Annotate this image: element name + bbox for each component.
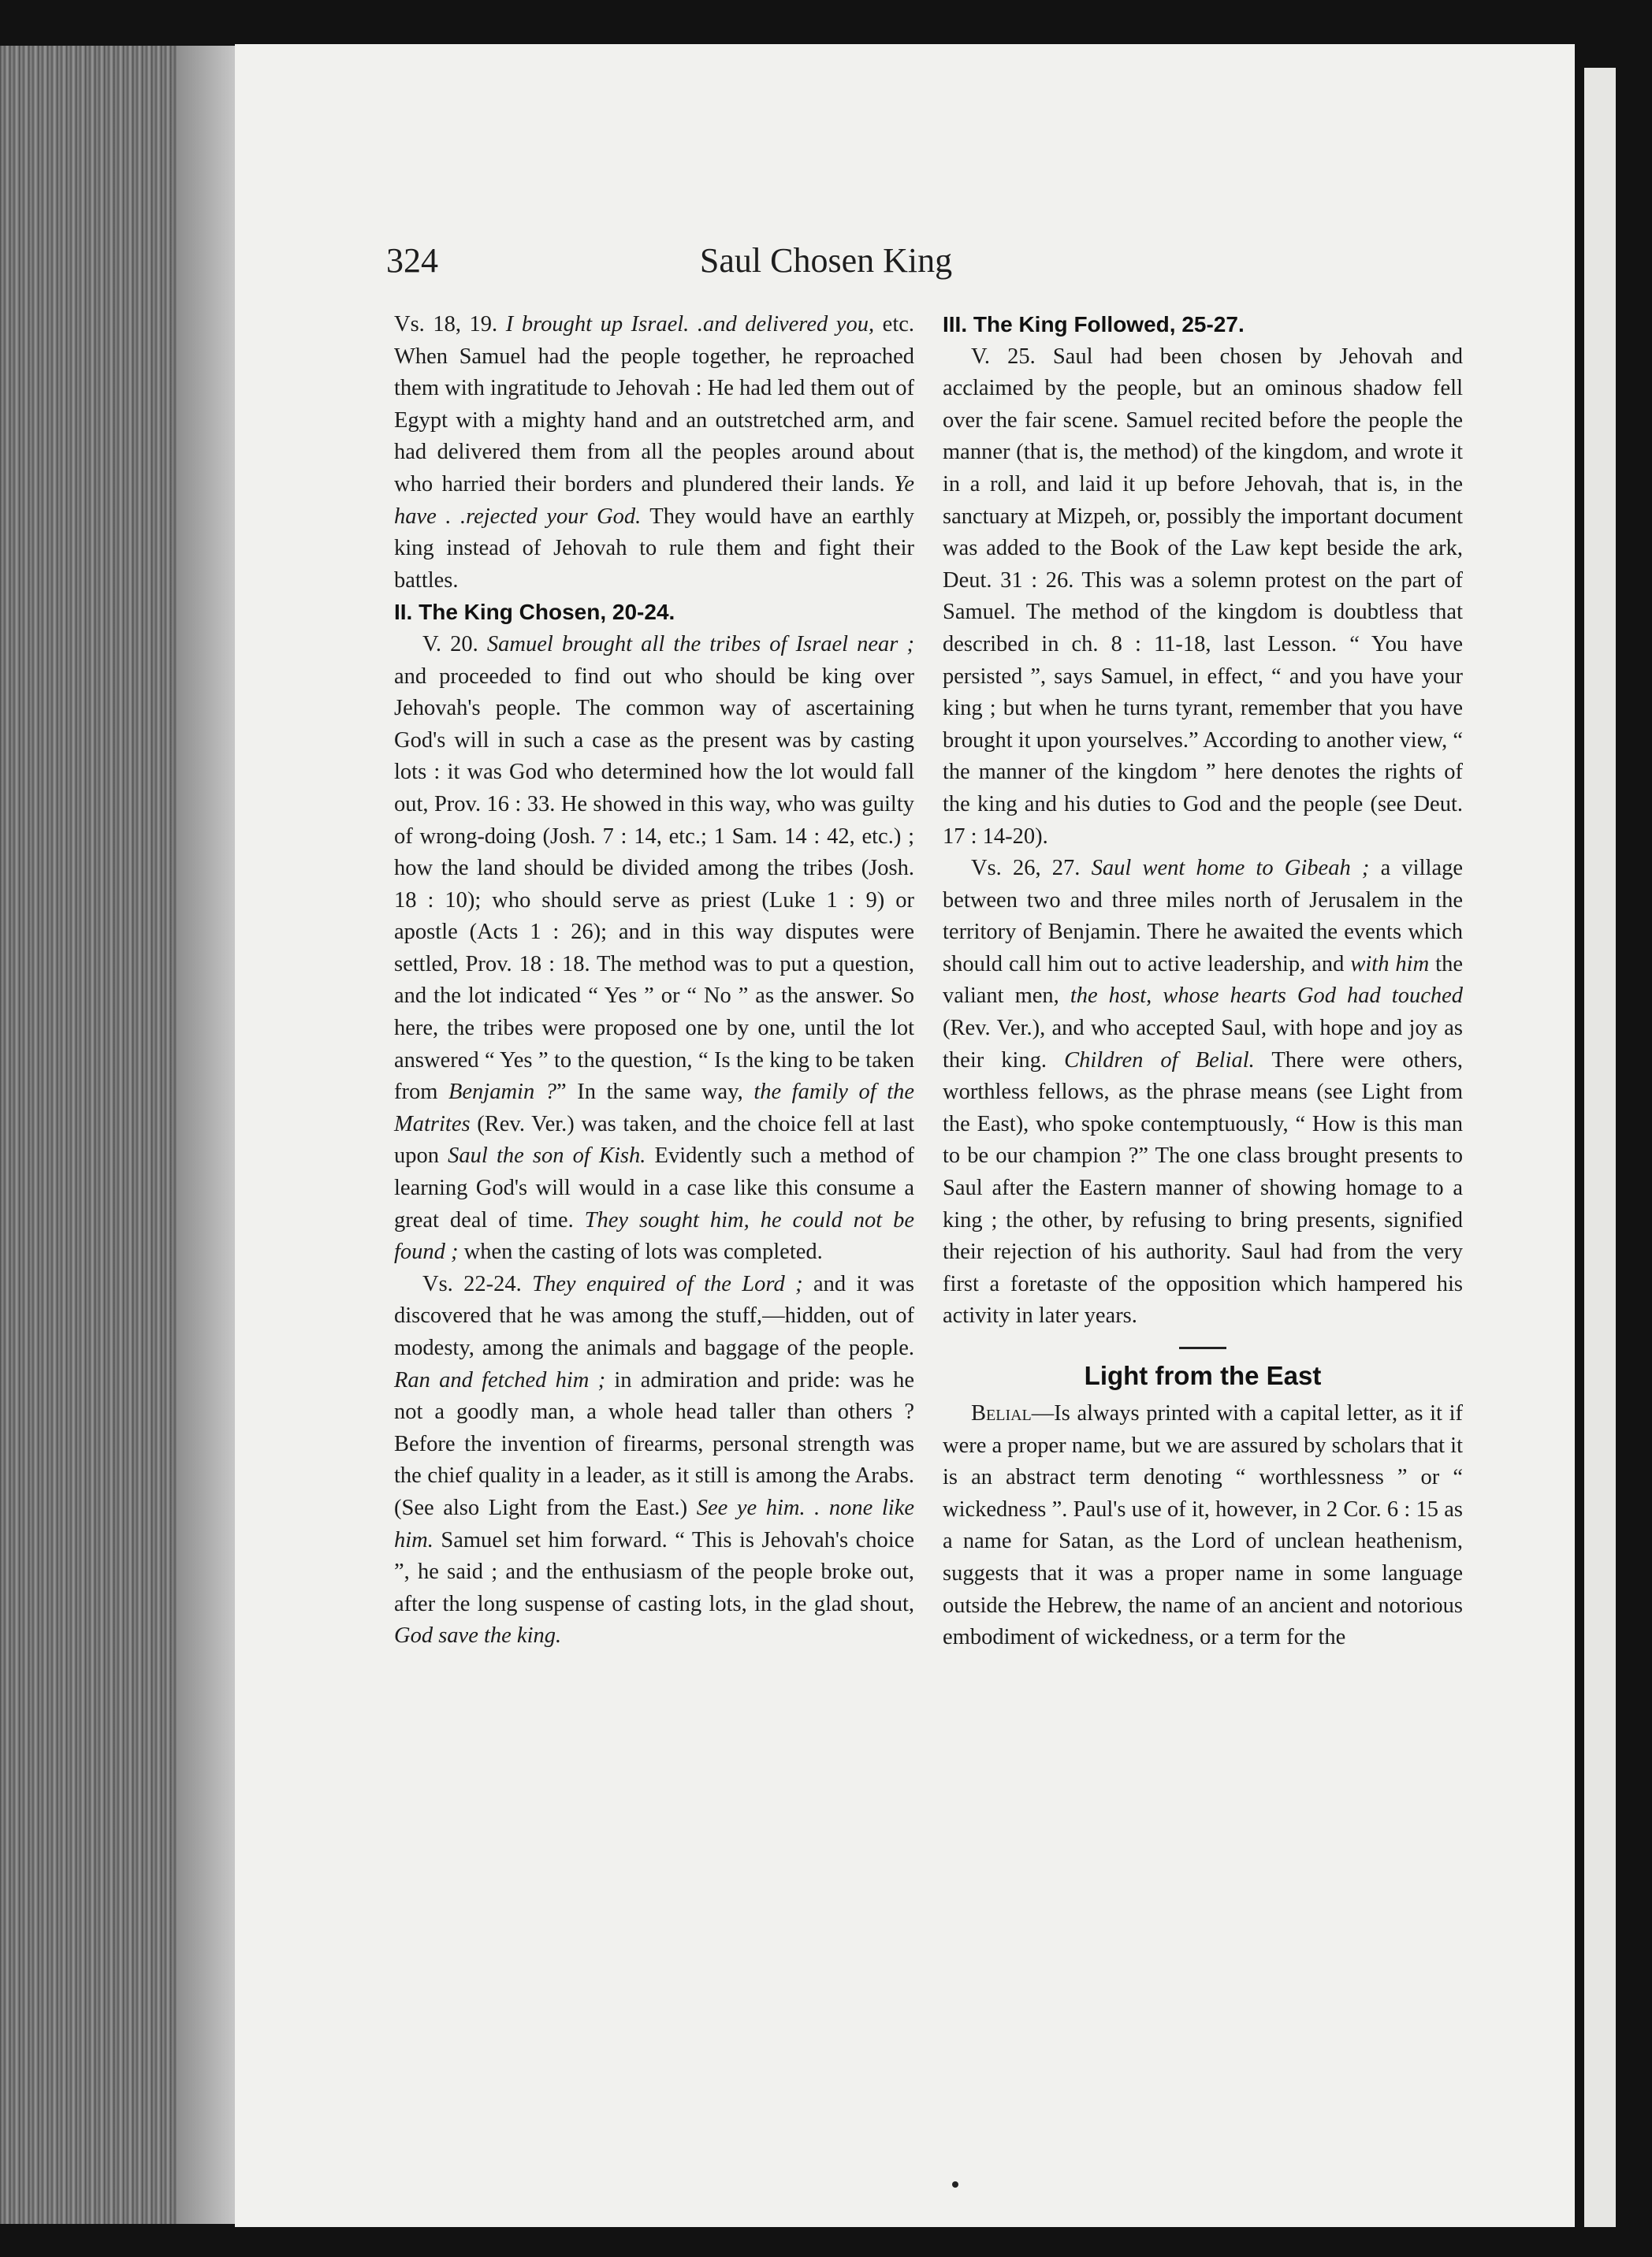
verse-ref: V. 25.: [971, 344, 1036, 369]
running-title: Saul Chosen King: [699, 241, 953, 280]
body-text: a village between two and three miles north of Jerusalem in the territory of Benjamin. There he awaited the events which should call him out to active leadership, and: [943, 856, 1463, 976]
quote: Ye have . .rejected your God.: [394, 471, 914, 529]
body-text: Samuel set him forward. “ This is Jehovah's choice ”, he said ; and the enthusiasm of the people broke out, after the long suspense of casting lots, in the glad shout,: [394, 1527, 915, 1616]
body-text: the valiant men,: [943, 951, 1463, 1009]
quote: the host, whose hearts God had touched: [1070, 983, 1463, 1009]
body-text: —Is always printed with a capital letter, as it if were a proper name, but we are assured by scholars that it is an abstract term denoting “ worthlessness ” or “ wickedness ”. Paul's use of it, however, in 2 Cor. 6 : 15 as a name for Satan, as the Lord of unclean heathenism, suggests that it was a proper name in some language outside the Hebrew, the name of an ancient and notorious embodiment of wickedness, or a term for the: [943, 1401, 1463, 1650]
section-heading-light-from-east: Light from the East: [1084, 1361, 1322, 1390]
body-text: (Rev. Ver.), and who accepted Saul, with hope and joy as their king.: [943, 1016, 1463, 1073]
quote: Children of Belial.: [1064, 1047, 1255, 1073]
next-page-edge: [1584, 68, 1616, 2227]
body-text: Evidently such a method of learning God's will would in a case like this consume a great deal of time.: [394, 1143, 915, 1233]
quote: with him: [1350, 951, 1430, 976]
section-divider: [1179, 1347, 1226, 1349]
section-heading-king-followed: III. The King Followed, 25-27.: [943, 312, 1245, 337]
quote: the family of the Matrites: [394, 1080, 915, 1136]
paragraph-vs-18-19: [394, 309, 914, 597]
quote: Ran and fetched him ;: [394, 1367, 606, 1392]
body-text: ” In the same way,: [556, 1080, 743, 1105]
paragraph-v-20: [394, 629, 914, 1269]
body-text: Saul had been chosen by Jehovah and acclaimed by the people, but an ominous shadow fell over the fair scene. Samuel recited before the people the manner (that is, the method) of the kingdom, and wrote it in a roll, and laid it up before Jehovah, that is, in the sanctuary at Mizpeh, or, possibly the important document was added to the Book of the Law kept beside the ark, Deut. 31 : 26. This was a solemn protest on the part of Samuel. The method of the kingdom is doubtless that described in ch. 8 : 11-18, last Lesson. “ You have persisted ”, says Samuel, in effect, “ and you have your king ; but when he turns tyrant, remember that you have brought it upon yourselves.” According to another view, “ the manner of the kingdom ” here denotes the rights of the king and his duties to God and the people (see Deut. 17 : 14-20).: [943, 344, 1463, 849]
body-text: when the casting of lots was completed.: [463, 1240, 823, 1265]
verse-ref: Vs. 26, 27.: [971, 856, 1081, 881]
paragraph-v-25: [943, 341, 1463, 853]
quote: Samuel brought all the tribes of Israel near ;: [486, 631, 914, 656]
verse-ref: Vs. 22-24.: [422, 1271, 522, 1296]
body-text: (Rev. Ver.) was taken, and the choice fell at last upon: [394, 1111, 914, 1169]
book-page-edges: [0, 46, 236, 2224]
quote: Benjamin ?: [448, 1080, 556, 1105]
term: Belial: [971, 1401, 1032, 1426]
body-text: and proceeded to find out who should be king over Jehovah's people. The common way of ascertaining God's will in such a case as the present was by casting lots : it was God who determined how the lot would fall out, Prov. 16 : 33. He showed in this way, who was guilty of wrong-doing (Josh. 7 : 14, etc.; 1 Sam. 14 : 42, etc.) ; how the land should be divided among the tribes (Josh. 18 : 10); who should serve as priest (Luke 1 : 9) or apostle (Acts 1 : 26); and in this way disputes were settled, Prov. 18 : 18. The method was to put a question, and the lot indicated “ Yes ” or “ No ” as the answer. So here, the tribes were proposed one by one, until the lot answered “ Yes ” to the question, “ Is the king to be taken from: [394, 664, 914, 1105]
quote: They enquired of the Lord ;: [532, 1271, 803, 1296]
verse-ref: Vs. 18, 19.: [394, 312, 498, 337]
quote: I brought up Israel. .and delivered you,: [505, 312, 875, 337]
body-text: etc. When Samuel had the people together, he reproached them with ingratitude to Jehovah : He had led them out of Egypt with a mighty hand and an outstretched arm, and had delivered them from all the peoples around about who harried their borders and plundered their lands.: [394, 312, 915, 496]
paragraph-belial: [943, 1398, 1463, 1654]
paragraph-vs-22-24: [394, 1269, 914, 1653]
verse-ref: V. 20.: [422, 631, 478, 656]
body-text: There were others, worthless fellows, as the phrase means (see Light from the East), who spoke contemptuously, “ How is this man to be our champion ?” The one class brought presents to Saul after the Eastern manner of showing homage to a king ; the other, by refusing to bring presents, signified their rejection of his authority. Saul had from the very first a foretaste of the opposition which hampered his activity in later years.: [943, 1047, 1463, 1329]
paragraph-vs-26-27: [943, 853, 1463, 1333]
print-mark: [952, 2181, 958, 2188]
quote: They sought him, he could not be found ;: [394, 1207, 914, 1265]
quote: Saul went home to Gibeah ;: [1091, 856, 1370, 881]
page-number: 324: [386, 241, 438, 280]
quote: See ye him. . none like him.: [394, 1495, 914, 1552]
right-column: [943, 309, 1463, 1654]
body-text: They would have an earthly king instead of Jehovah to rule them and fight their battles.: [394, 504, 914, 593]
section-heading-king-chosen: II. The King Chosen, 20-24.: [394, 600, 675, 625]
quote: Saul the son of Kish.: [448, 1143, 646, 1169]
body-text: and it was discovered that he was among the stuff,—hidden, out of modesty, among the animals and baggage of the people.: [394, 1271, 914, 1360]
body-text: in admiration and pride: was he not a goodly man, a whole head taller than others ? Before the invention of firearms, personal strength was the chief quality in a leader, as it still is among the Arabs. (See also Light from the East.): [394, 1367, 915, 1520]
left-column: [394, 309, 914, 1653]
quote: God save the king.: [394, 1623, 562, 1649]
